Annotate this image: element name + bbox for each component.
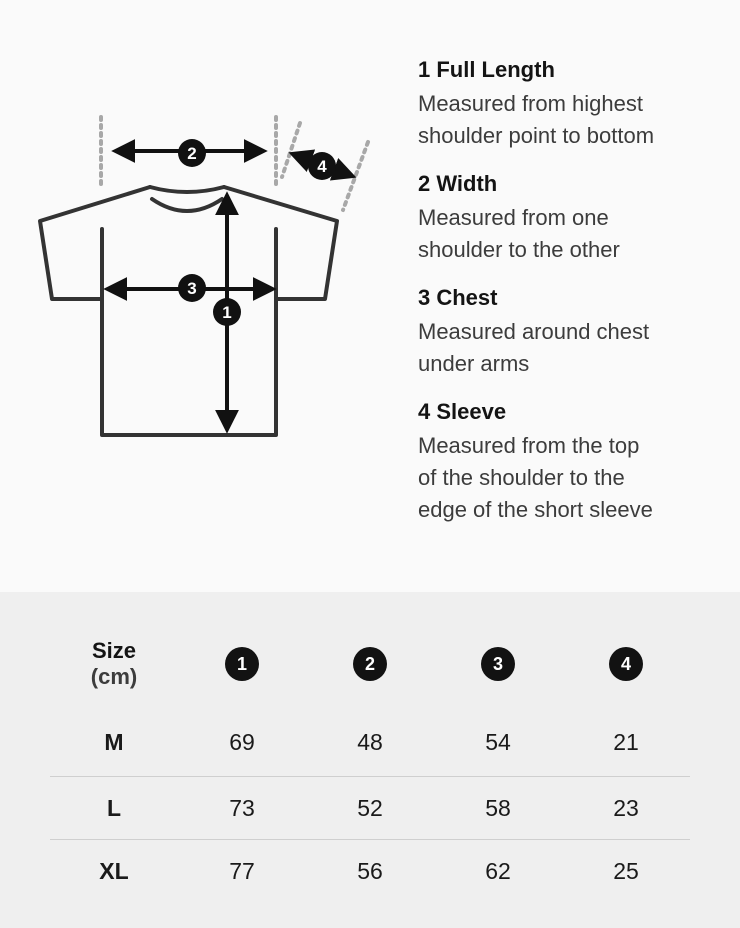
measure-arrows [108, 151, 352, 429]
legend-desc-line: Measured from one [418, 205, 609, 230]
tshirt-diagram [30, 105, 380, 450]
legend-width [418, 170, 728, 266]
svg-text:1: 1 [222, 303, 232, 322]
table-cell: 23 [562, 777, 690, 840]
table-cell: 54 [485, 728, 511, 755]
table-cell: 58 [434, 777, 562, 840]
row-size: L [50, 777, 178, 840]
badge-3 [178, 274, 206, 302]
number-badge: 3 [481, 647, 515, 681]
svg-text:4: 4 [317, 157, 327, 176]
size-label: Size [91, 638, 137, 663]
legend-desc-line: edge of the short sleeve [418, 497, 653, 522]
legend-desc-line: shoulder point to bottom [418, 123, 655, 148]
svg-text:2: 2 [187, 144, 197, 163]
number-badge: 1 [225, 647, 259, 681]
legend-desc-line: Measured around chest [418, 319, 650, 344]
column-header [434, 620, 562, 708]
row-size: XL [50, 840, 178, 903]
legend-desc-line: shoulder to the other [418, 237, 620, 262]
table-row [50, 840, 690, 903]
table-cell: 48 [357, 728, 383, 755]
column-header [178, 620, 306, 708]
column-header [562, 620, 690, 708]
table-cell: 25 [562, 840, 690, 903]
badge-1 [213, 298, 241, 326]
table-row [50, 777, 690, 840]
measurement-legend [418, 56, 728, 544]
row-size: M [104, 728, 124, 755]
table-cell: 77 [178, 840, 306, 903]
legend-chest [418, 284, 728, 380]
unit-label: (cm) [90, 664, 138, 689]
number-badge: 2 [353, 647, 387, 681]
size-header [50, 620, 178, 708]
svg-text:3: 3 [187, 279, 197, 298]
badge-2 [178, 139, 206, 167]
legend-desc-line: Measured from highest [418, 91, 643, 116]
legend-title: 3 Chest [418, 285, 498, 310]
legend-desc-line: of the shoulder to the [418, 465, 625, 490]
size-table [50, 620, 690, 902]
table-header-row [50, 620, 690, 708]
badge-4 [308, 152, 336, 180]
table-cell: 56 [306, 840, 434, 903]
legend-desc-line: Measured from the top [418, 433, 640, 458]
legend-full-length [418, 56, 728, 152]
legend-sleeve [418, 398, 728, 526]
legend-desc-line: under arms [418, 351, 530, 376]
table-cell: 62 [434, 840, 562, 903]
table-cell: 21 [613, 728, 639, 755]
tshirt-outline [40, 187, 337, 435]
table-cell: 52 [306, 777, 434, 840]
table-cell: 73 [178, 777, 306, 840]
table-row [50, 708, 690, 777]
column-header [306, 620, 434, 708]
legend-title: 1 Full Length [418, 57, 555, 82]
number-badge: 4 [609, 647, 643, 681]
table-cell: 69 [229, 728, 255, 755]
size-table-section [0, 592, 740, 928]
legend-title: 2 Width [418, 171, 498, 196]
legend-title: 4 Sleeve [418, 399, 507, 424]
